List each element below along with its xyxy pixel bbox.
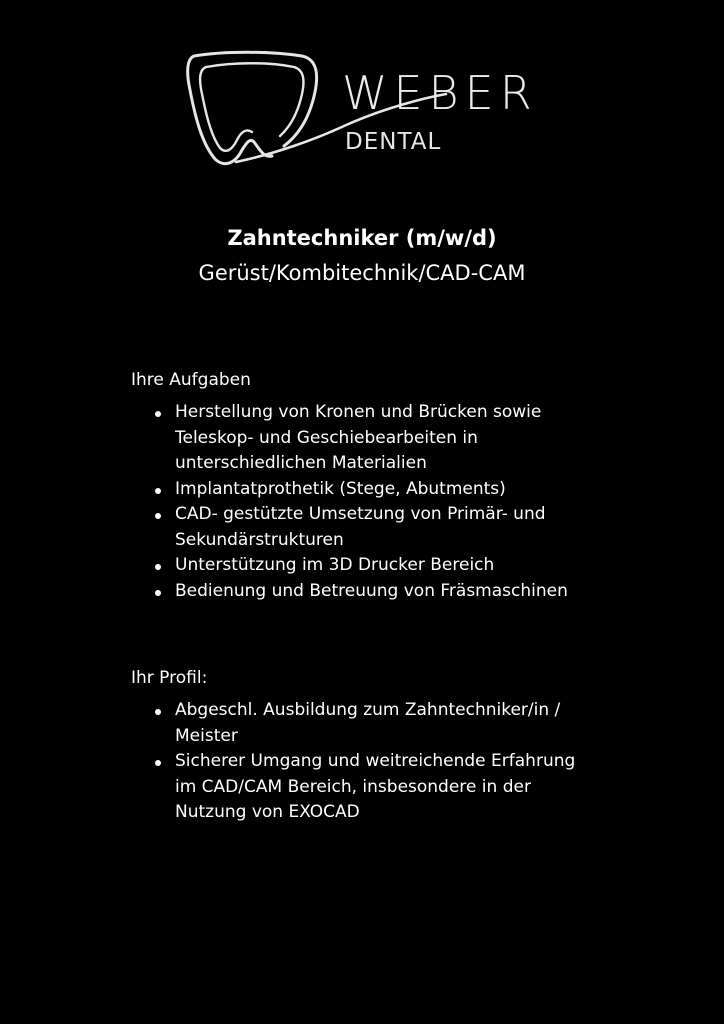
list-item-text: Implantatprothetik (Stege, Abutments) xyxy=(175,478,506,499)
list-item-text: Herstellung von Kronen und Brücken sowie Teleskop- und Geschiebearbeiten in unterschiedlichen Materialien xyxy=(175,402,542,473)
bullet-icon xyxy=(155,488,161,494)
list-item xyxy=(131,477,611,503)
list-item-text: Bedienung und Betreuung von Fräsmaschinen xyxy=(175,580,568,601)
profile-heading: Ihr Profil: xyxy=(131,668,208,688)
list-item xyxy=(131,502,611,553)
profile-list xyxy=(131,698,611,826)
bullet-icon xyxy=(155,590,161,596)
bullet-icon xyxy=(155,709,161,715)
list-item xyxy=(131,579,611,605)
list-item xyxy=(131,400,611,477)
logo-wordmark: WEBER xyxy=(342,66,538,120)
bullet-icon xyxy=(155,760,161,766)
list-item xyxy=(131,698,611,749)
profile-section xyxy=(131,666,611,826)
list-item-text: Unterstützung im 3D Drucker Bereich xyxy=(175,555,495,575)
list-item-text: Sicherer Umgang und weitreichende Erfahrung im CAD/CAM Bereich, insbesondere in der Nutzung von EXOCAD xyxy=(175,751,576,822)
job-subtitle: Gerüst/Kombitechnik/CAD-CAM xyxy=(198,261,526,285)
bullet-icon xyxy=(155,513,161,519)
list-item xyxy=(131,553,611,579)
title-block xyxy=(0,224,724,288)
list-item xyxy=(131,749,611,826)
weber-dental-logo xyxy=(184,50,544,170)
tasks-list xyxy=(131,400,611,604)
bullet-icon xyxy=(155,564,161,570)
bullet-icon xyxy=(155,411,161,417)
list-item-text: CAD- gestützte Umsetzung von Primär- und Sekundärstrukturen xyxy=(175,504,546,550)
list-item-text: Abgeschl. Ausbildung zum Zahntechniker/in / Meister xyxy=(175,700,561,746)
job-title: Zahntechniker (m/w/d) xyxy=(227,226,497,250)
logo-submark: DENTAL xyxy=(345,129,442,155)
tasks-heading: Ihre Aufgaben xyxy=(131,370,251,390)
tasks-section xyxy=(131,368,611,604)
